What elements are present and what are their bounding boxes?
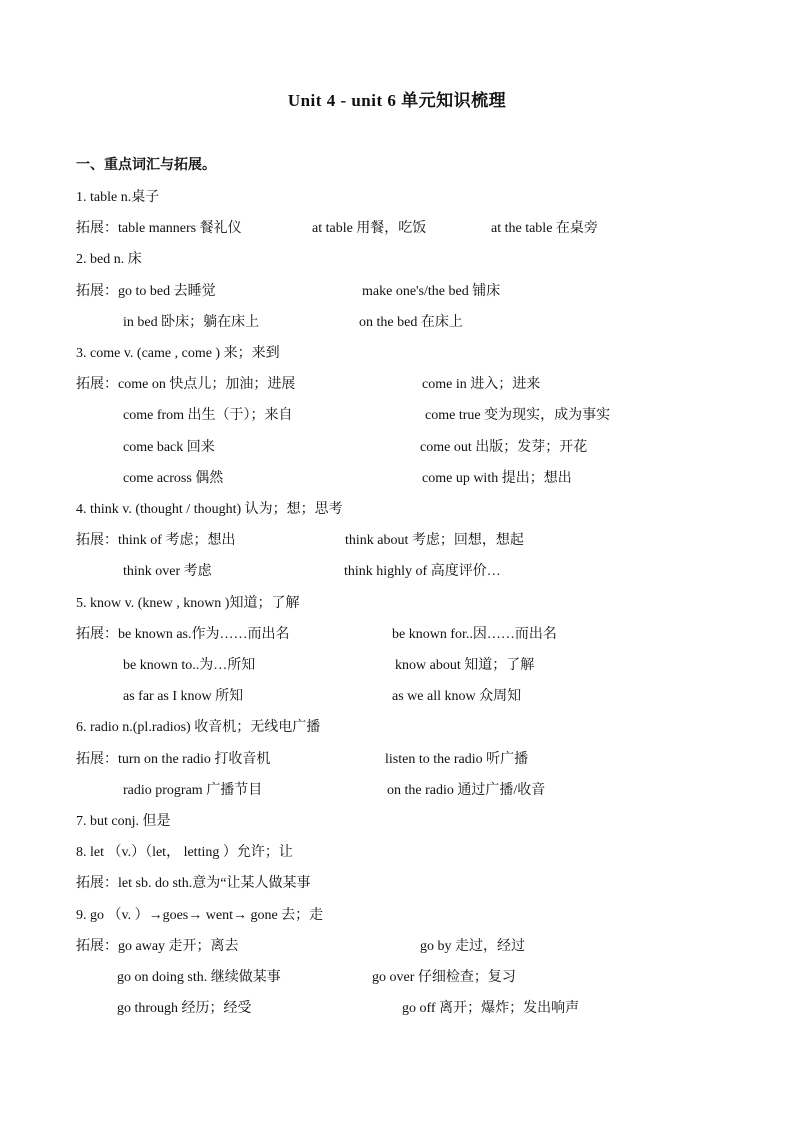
line-text: think highly of 高度评价… (344, 564, 501, 579)
line-text: on the bed 在床上 (359, 315, 463, 330)
page-title: Unit 4 - unit 6 单元知识梳理 (287, 91, 507, 110)
line-text: make one's/the bed 铺床 (362, 284, 501, 299)
line-text: 拓展：go to bed 去睡觉 (76, 284, 216, 299)
line-text: 6. radio n.(pl.radios) 收音机；无线电广播 (76, 720, 321, 735)
line-text: come out 出版；发芽；开花 (420, 440, 588, 455)
line-text: 拓展：come on 快点儿；加油；进展 (76, 377, 296, 392)
line-text: 拓展：turn on the radio 打收音机 (76, 752, 271, 767)
line-text: think about 考虑；回想，想起 (345, 533, 524, 548)
line-text: at table 用餐，吃饭 (312, 221, 427, 236)
line-text: come across 偶然 (123, 471, 224, 486)
line-text: come up with 提出；想出 (422, 471, 572, 486)
line-text: know about 知道；了解 (395, 658, 535, 673)
line-text: as far as I know 所知 (123, 689, 244, 704)
line-text: on the radio 通过广播/收音 (387, 783, 546, 798)
line-text: 3. come v. (came , come ) 来；来到 (76, 346, 280, 361)
line-text: in bed 卧床；躺在床上 (123, 315, 260, 330)
line-text: go on doing sth. 继续做某事 (117, 970, 281, 985)
line-text: think over 考虑 (123, 564, 212, 579)
line-text: come back 回来 (123, 440, 215, 455)
line-text: come from 出生（于）；来自 (123, 408, 293, 423)
line-text: come true 变为现实，成为事实 (425, 408, 611, 423)
line-text: 拓展：go away 走开；离去 (76, 939, 239, 954)
line-text: at the table 在桌旁 (491, 221, 598, 236)
line-text: listen to the radio 听广播 (385, 752, 529, 767)
line-text: as we all know 众周知 (392, 689, 522, 704)
line-text: 拓展：let sb. do sth.意为“让某人做某事 (76, 876, 311, 891)
line-text: 9. go （v. ）→goes→ went→ gone 去；走 (76, 908, 324, 923)
line-text: 1. table n.桌子 (76, 190, 160, 205)
line-text: 2. bed n. 床 (76, 252, 142, 267)
line-text: 8. let （v.）（let， letting ）允许；让 (76, 845, 293, 860)
line-text: go by 走过，经过 (420, 939, 525, 954)
section-heading: 一、重点词汇与拓展。 (76, 158, 216, 173)
line-text: go through 经历；经受 (117, 1001, 252, 1016)
line-text: go off 离开；爆炸；发出响声 (402, 1001, 580, 1016)
line-text: radio program 广播节目 (123, 783, 263, 798)
line-text: 4. think v. (thought / thought) 认为；想；思考 (76, 502, 343, 517)
line-text: 5. know v. (knew , known )知道；了解 (76, 596, 300, 611)
line-text: 拓展：table manners 餐礼仪 (76, 221, 242, 236)
line-text: be known to..为…所知 (123, 658, 256, 673)
line-text: 拓展：be known as.作为……而出名 (76, 627, 290, 642)
line-text: 拓展：think of 考虑；想出 (76, 533, 236, 548)
line-text: go over 仔细检查；复习 (372, 970, 516, 985)
line-text: come in 进入；进来 (422, 377, 541, 392)
line-text: 7. but conj. 但是 (76, 814, 171, 829)
line-text: be known for..因……而出名 (392, 627, 557, 642)
